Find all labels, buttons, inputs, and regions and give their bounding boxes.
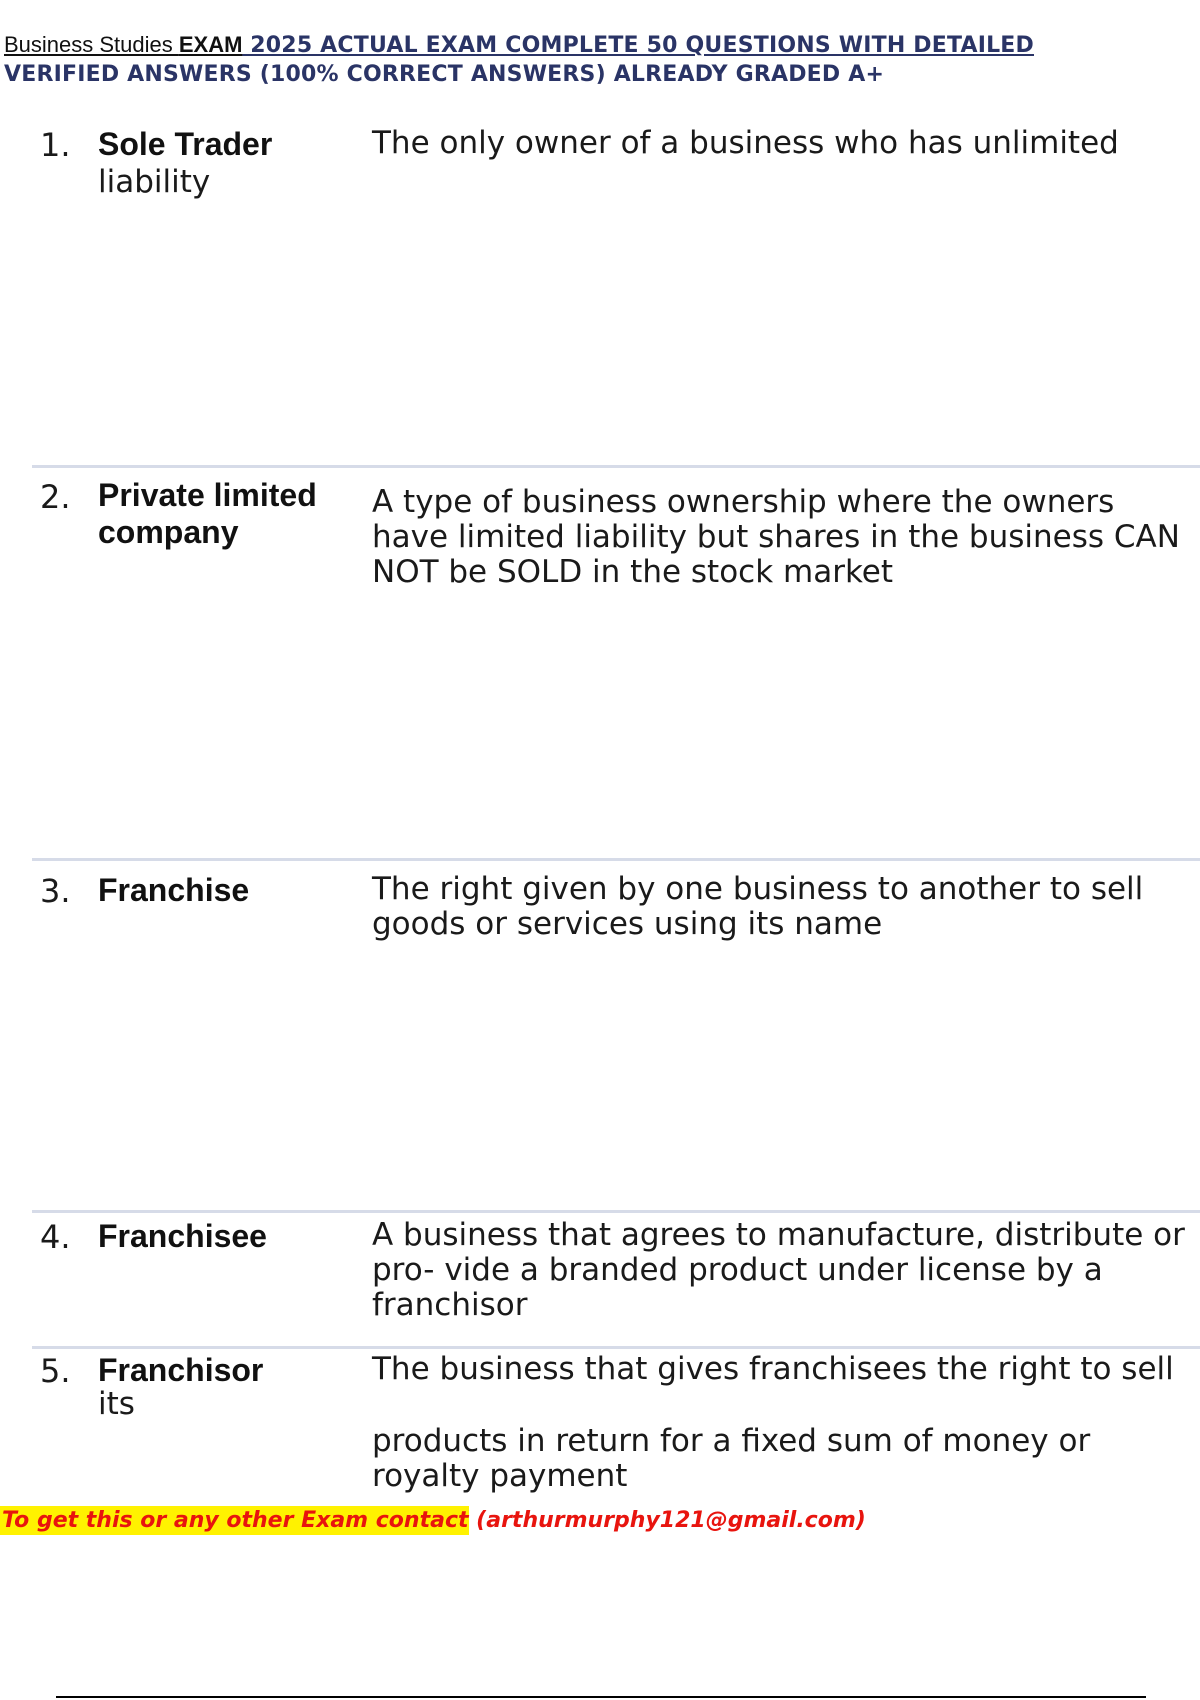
divider xyxy=(32,858,1200,861)
item-term-continuation: its xyxy=(98,1386,135,1422)
contact-email[interactable]: (arthurmurphy121@gmail.com) xyxy=(468,1508,866,1533)
item-term: Franchisor xyxy=(98,1352,264,1388)
item-term: Franchise xyxy=(98,872,250,908)
item-number: 1. xyxy=(40,126,71,164)
item-term: Private limited company xyxy=(98,477,317,550)
item-definition: A type of business ownership where the owners have limited liability but shares in the business CAN NOT be SOLD in the stock market xyxy=(372,484,1190,590)
title-exam-word: EXAM xyxy=(178,32,243,57)
title-line-1: 2025 ACTUAL EXAM COMPLETE 50 QUESTIONS WITH DETAILED xyxy=(242,33,1034,58)
item-number: 5. xyxy=(40,1352,71,1390)
title-subject-text: Business Studies xyxy=(4,32,179,57)
title-line-2: VERIFIED ANSWERS (100% CORRECT ANSWERS) ALREADY GRADED A+ xyxy=(4,62,885,87)
item-definition-continuation: products in return for a fixed sum of money or royalty payment xyxy=(372,1423,1101,1494)
item-definition: A business that agrees to manufacture, distribute or pro- vide a branded product under license by a franchisor xyxy=(372,1217,1195,1323)
item-number: 4. xyxy=(40,1218,71,1256)
divider xyxy=(32,1210,1200,1213)
divider xyxy=(32,465,1200,468)
item-number: 3. xyxy=(40,872,71,910)
item-term: Sole Trader xyxy=(98,126,273,162)
item-definition: The right given by one business to another to sell goods or services using its name xyxy=(372,871,1154,942)
item-term: Franchisee xyxy=(98,1218,267,1254)
item-number: 2. xyxy=(40,478,71,516)
contact-label: To get this or any other Exam contact xyxy=(2,1508,469,1533)
item-definition: The business that gives franchisees the right to sell xyxy=(372,1351,1174,1387)
item-definition: The only owner of a business who has unlimited xyxy=(372,125,1119,161)
contact-notice xyxy=(0,1508,866,1533)
footer-rule xyxy=(56,1696,1146,1698)
item-term-continuation: liability xyxy=(98,164,211,200)
divider xyxy=(32,1346,1200,1349)
